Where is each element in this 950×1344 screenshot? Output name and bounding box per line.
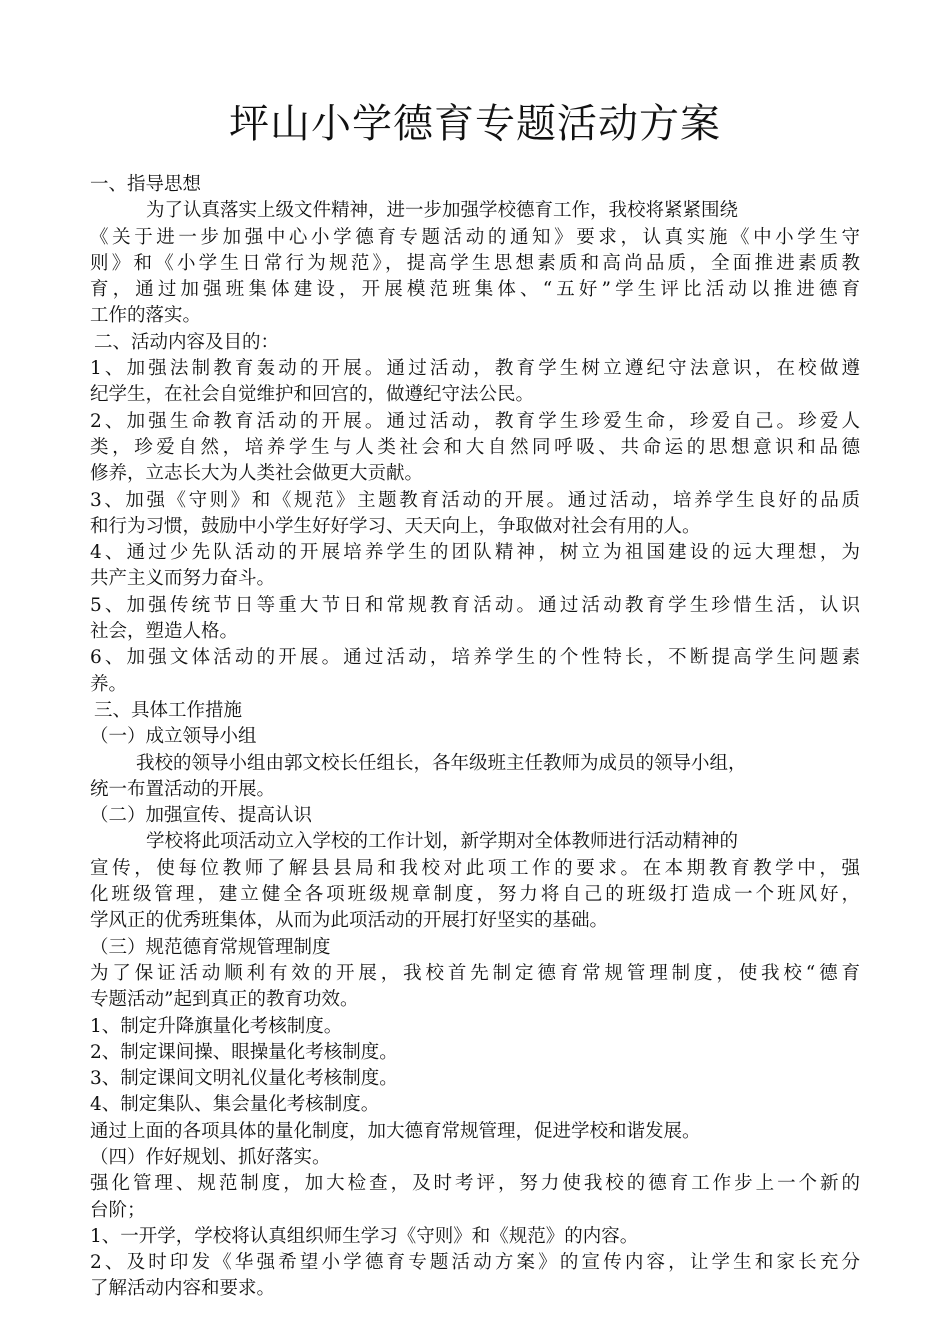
body-line: 工作的落实。: [90, 305, 202, 327]
body-line: 1、一开学，学校将认真组织师生学习《守则》和《规范》的内容。: [90, 1225, 639, 1247]
body-line: 2、加强生命教育活动的开展。通过活动，教育学生珍爱生命，珍爱自己。珍爱人: [90, 410, 860, 432]
body-line: 三、具体工作措施: [94, 699, 243, 721]
body-line: 我校的领导小组由郭文校长任组长，各年级班主任教师为成员的领导小组，: [136, 752, 747, 774]
body-line: 了解活动内容和要求。: [90, 1278, 276, 1300]
body-line: （四）作好规划、抓好落实。: [90, 1146, 331, 1168]
body-line: 二、活动内容及目的：: [94, 331, 280, 353]
body-line: 《关于进一步加强中心小学德育专题活动的通知》要求，认真实施《中小学生守: [90, 226, 860, 248]
body-line: 1、制定升降旗量化考核制度。: [90, 1015, 343, 1037]
body-line: （三）规范德育常规管理制度: [90, 936, 331, 958]
body-line: 社会，塑造人格。: [90, 621, 239, 643]
body-line: 台阶；: [90, 1199, 146, 1221]
body-line: 宣传，使每位教师了解县县局和我校对此项工作的要求。在本期教育教学中，强: [90, 857, 860, 879]
body-line: 2、制定课间操、眼操量化考核制度。: [90, 1041, 398, 1063]
body-line: 4、制定集队、集会量化考核制度。: [90, 1094, 380, 1116]
body-line: 学风正的优秀班集体，从而为此项活动的开展打好坚实的基础。: [90, 910, 609, 932]
body-line: 2、及时印发《华强希望小学德育专题活动方案》的宣传内容，让学生和家长充分: [90, 1252, 860, 1274]
body-line: （二）加强宣传、提高认识: [90, 805, 313, 827]
body-line: 4、通过少先队活动的开展培养学生的团队精神，树立为祖国建设的远大理想，为: [90, 542, 860, 564]
body-line: 和行为习惯，鼓励中小学生好好学习、天天向上，争取做对社会有用的人。: [90, 515, 701, 537]
body-line: 强化管理、规范制度，加大检查，及时考评，努力使我校的德育工作步上一个新的: [90, 1173, 860, 1195]
body-line: 通过上面的各项具体的量化制度，加大德育常规管理，促进学校和谐发展。: [90, 1120, 701, 1142]
document-body: [90, 172, 860, 1303]
body-line: 一、指导思想: [90, 174, 202, 195]
body-line: 共产主义而努力奋斗。: [90, 568, 276, 590]
body-line: 为了保证活动顺利有效的开展，我校首先制定德育常规管理制度，使我校“德育: [90, 962, 860, 984]
body-line: 类，珍爱自然，培养学生与人类社会和大自然同呼吸、共命运的思想意识和品德: [90, 436, 860, 458]
body-line: 纪学生，在社会自觉维护和回宫的，做遵纪守法公民。: [90, 384, 535, 406]
body-line: 3、制定课间文明礼仪量化考核制度。: [90, 1068, 398, 1090]
body-line: 修养，立志长大为人类社会做更大贡献。: [90, 463, 424, 485]
body-line: 1、加强法制教育轰动的开展。通过活动，教育学生树立遵纪守法意识，在校做遵: [90, 358, 860, 380]
body-line: 学校将此项活动立入学校的工作计划，新学期对全体教师进行活动精神的: [146, 831, 739, 853]
body-line: 统一布置活动的开展。: [90, 778, 276, 800]
document-title: 坪山小学德育专题活动方案: [229, 101, 721, 147]
body-line: 5、加强传统节日等重大节日和常规教育活动。通过活动教育学生珍惜生活，认识: [90, 594, 860, 616]
body-line: 6、加强文体活动的开展。通过活动，培养学生的个性特长，不断提高学生问题素: [90, 647, 860, 669]
body-line: 育，通过加强班集体建设，开展模范班集体、“五好”学生评比活动以推进德育: [90, 279, 860, 301]
body-line: （一）成立领导小组: [90, 726, 257, 748]
body-line: 为了认真落实上级文件精神，进一步加强学校德育工作，我校将紧紧围绕: [146, 200, 739, 222]
body-line: 养。: [90, 673, 128, 695]
body-line: 化班级管理，建立健全各项班级规章制度，努力将自己的班级打造成一个班风好，: [90, 884, 860, 906]
body-line: 则》和《小学生日常行为规范》，提高学生思想素质和高尚品质，全面推进素质教: [90, 252, 860, 274]
body-line: 3、加强《守则》和《规范》主题教育活动的开展。通过活动，培养学生良好的品质: [90, 489, 860, 511]
body-line: 专题活动”起到真正的教育功效。: [90, 989, 359, 1011]
